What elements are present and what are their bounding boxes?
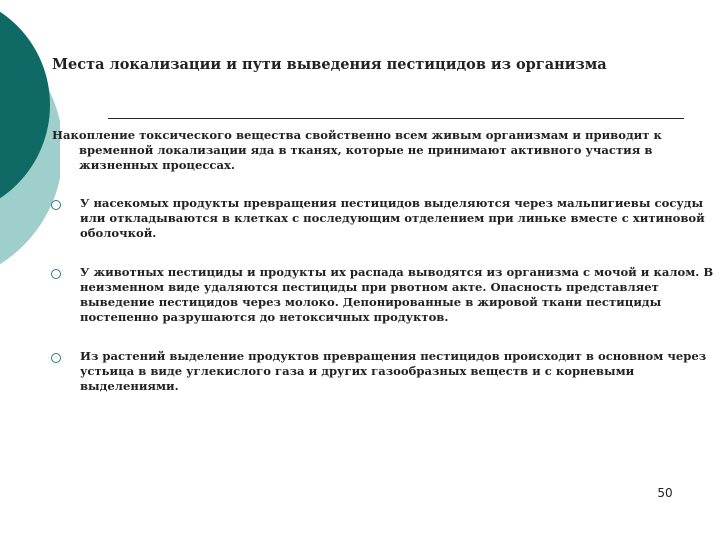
intro-rest: временной локализации яда в тканях, которые не принимают активного участия в жизненных процессах. — [79, 143, 653, 172]
bullet-marker-icon — [51, 200, 61, 210]
page-number: 50 — [657, 486, 673, 500]
intro-paragraph — [52, 128, 712, 173]
bullet-item-plants: Из растений выделение продуктов превращения пестицидов происходит в основном через устьица в виде углекислого газа и других газообразных веществ и с корневыми выделениями. — [80, 349, 707, 393]
slide-title: Места локализации и пути выведения пестицидов из организма — [52, 56, 607, 73]
bullet-marker-icon — [51, 269, 61, 279]
title-divider — [108, 118, 684, 119]
bullet-item-animals: У животных пестициды и продукты их распада выводятся из организма с мочой и калом. В неизменном виде удаляются пестициды при рвотном акте. Опасность представляет выведение пестицидов через молоко. Депонированные в жировой ткани пестициды постепенно разрушаются до нетоксичных продуктов. — [80, 265, 714, 324]
bullet-item-insects: У насекомых продукты превращения пестицидов выделяются через мальпигиевы сосуды или откладываются в клетках с последующим отделением при линьке вместе с хитиновой оболочкой. — [80, 196, 705, 240]
decorative-circles — [0, 0, 60, 290]
bullet-marker-icon — [51, 353, 61, 363]
intro-first-line: Накопление токсического вещества свойственно всем живым организмам и приводит к — [52, 128, 662, 142]
